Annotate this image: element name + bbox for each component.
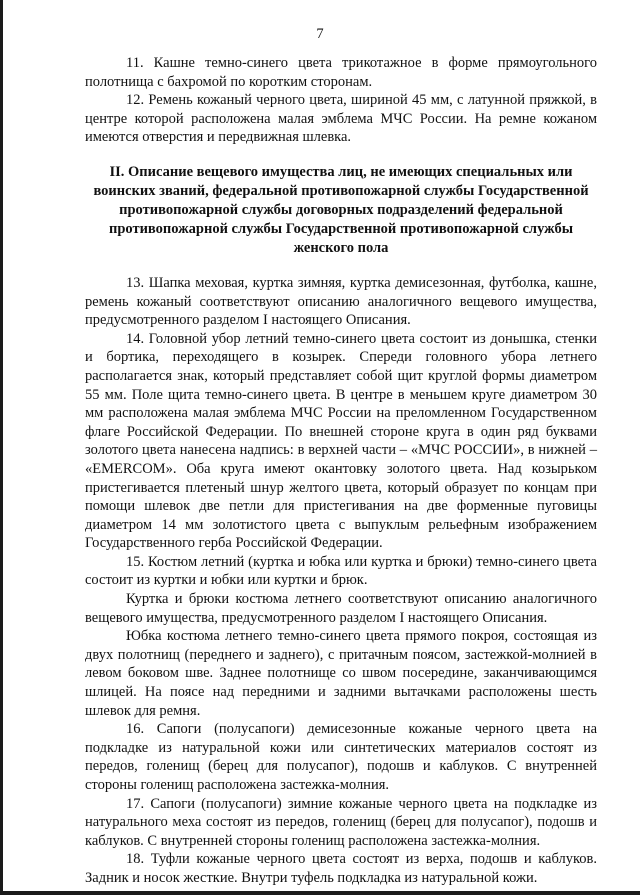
scan-edge-bottom: [0, 891, 640, 895]
scan-edge-left: [0, 0, 3, 895]
page-number: 7: [316, 26, 324, 42]
paragraph-item-11: 11. Кашне темно-синего цвета трикотажное в форме прямоугольного полотнища с бахромой по коротким сторонам.: [85, 55, 597, 90]
paragraph-item-12: 12. Ремень кожаный черного цвета, шириной 45 мм, с латунной пряжкой, в центре которой расположена малая эмблема МЧС России. На ремне кожаном имеются отверстия и передвижная шлевка.: [85, 92, 597, 146]
paragraph-jacket-trousers: Куртка и брюки костюма летнего соответствуют описанию аналогичного вещевого имущества, предусмотренного разделом I настоящего Описания.: [85, 591, 597, 626]
paragraph-item-14: 14. Головной убор летний темно-синего цвета состоит из донышка, стенки и бортика, переходящего в козырек. Спереди головного убора летнего располагается знак, который представляет собой щит круглой формы диаметром 55 мм. Поле щита темно-синего цвета. В центре в меньшем круге диаметром 30 мм расположена малая эмблема МЧС России на преломленном Государственном флаге Российской Федерации. По внешней стороне круга в один ряд буквами золотого цвета нанесена надпись: в верхней части – «МЧС РОССИИ», в нижней – «EMERCOM». Оба круга имеют окантовку золотого цвета. Над козырьком пристегивается плетеный шнур желтого цвета, который образует по концам при помощи шлевок две петли для пристегивания на две форменные пуговицы диаметром 14 мм золотистого цвета с выпуклым рельефным изображением Государственного герба Российской Федерации.: [85, 330, 597, 552]
paragraph-item-17: 17. Сапоги (полусапоги) зимние кожаные черного цвета на подкладке из натурального меха состоят из передов, голенищ (берец для полусапог), подошв и каблуков. С внутренней стороны голенищ расположена застежка-молния.: [85, 795, 597, 849]
paragraph-item-15: 15. Костюм летний (куртка и юбка или куртка и брюки) темно-синего цвета состоит из куртки и юбки или куртки и брюк.: [85, 553, 597, 589]
section-heading: II. Описание вещевого имущества лиц, не имеющих специальных или воинских званий, федеральной противопожарной службы Государственной противопожарной службы договорных подразделений федеральной противопожарной службы Государственной противопожарной службы женского пола: [93, 163, 589, 256]
document-body: [85, 54, 597, 888]
paragraph-item-18: 18. Туфли кожаные черного цвета состоят из верха, подошв и каблуков. Задник и носок жесткие. Внутри туфель подкладка из натуральной кожи.: [85, 851, 597, 886]
paragraph-item-16: 16. Сапоги (полусапоги) демисезонные кожаные черного цвета на подкладке из натуральной кожи или синтетических материалов состоят из передов, голенищ (берец для полусапог), подошв и каблуков. С внутренней стороны голенищ расположена застежка-молния.: [85, 721, 597, 793]
paragraph-item-13: 13. Шапка меховая, куртка зимняя, куртка демисезонная, футболка, кашне, ремень кожаный соответствуют описанию аналогичного вещевого имущества, предусмотренного разделом I настоящего Описания.: [85, 274, 597, 329]
paragraph-skirt: Юбка костюма летнего темно-синего цвета прямого покроя, состоящая из двух полотнищ (переднего и заднего), с притачным поясом, застежкой-молнией в левом боковом шве. Заднее полотнище со швом посередине, заканчивающимся шлицей. На поясе над передними и задними вытачками расположены шесть шлевок для ремня.: [85, 628, 597, 719]
